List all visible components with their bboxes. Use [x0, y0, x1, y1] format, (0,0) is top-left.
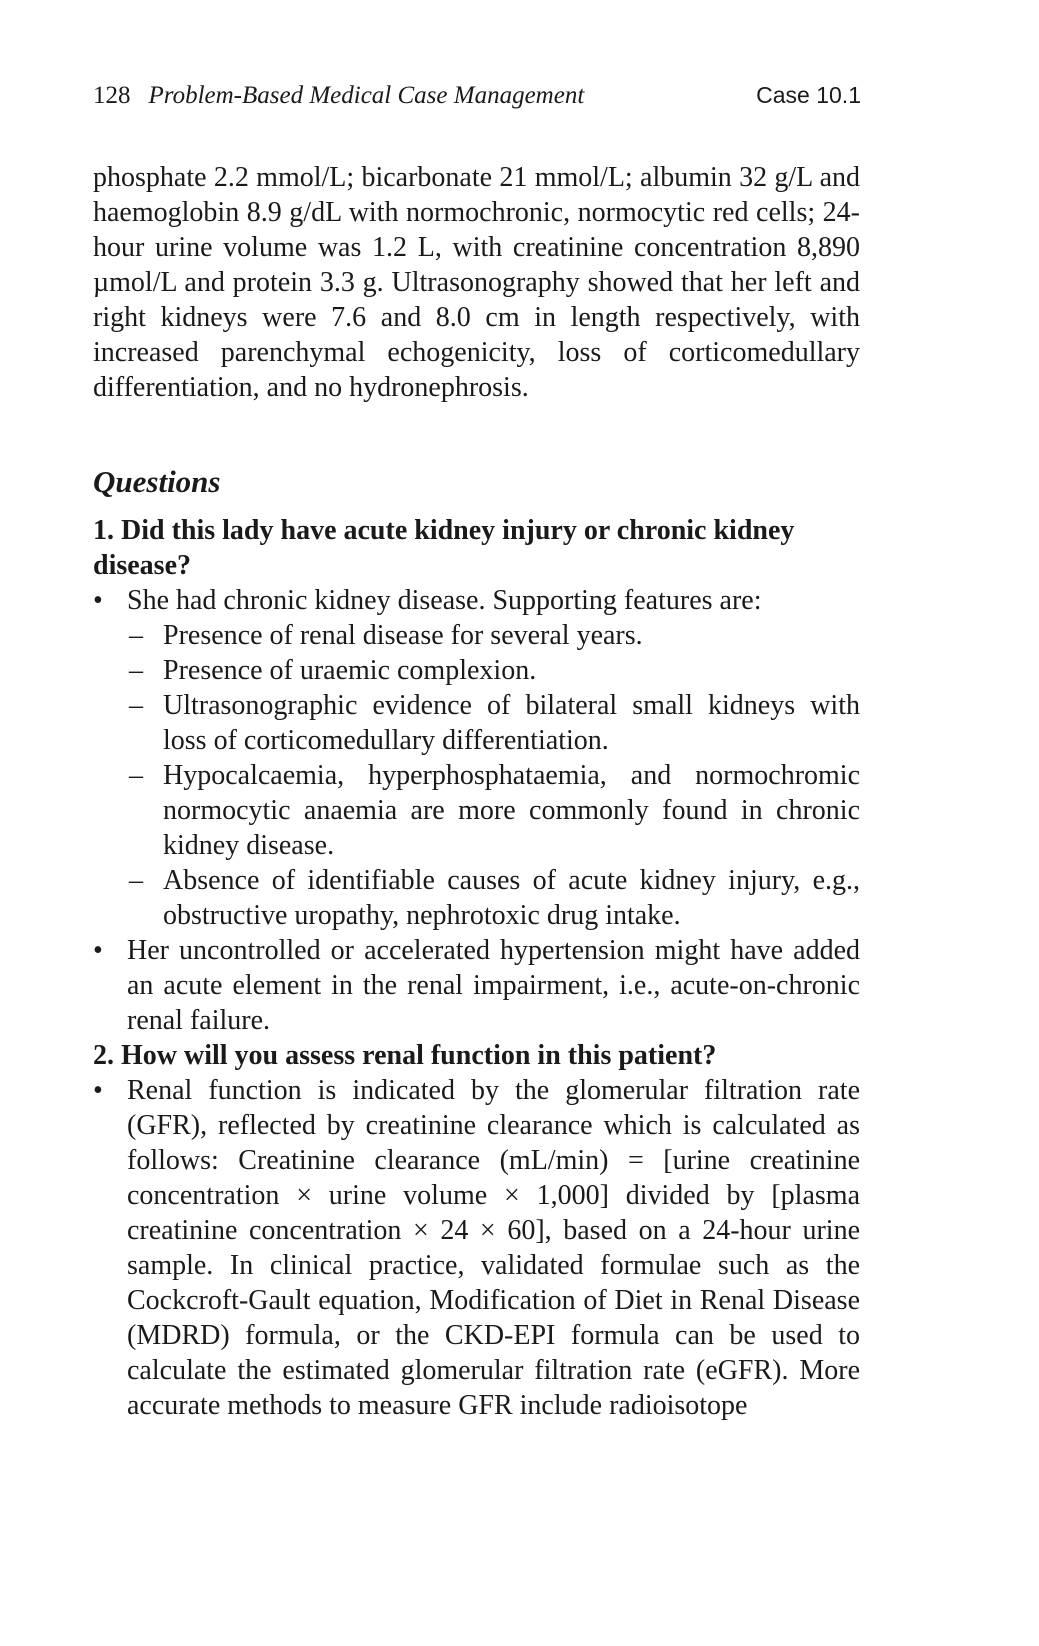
dash-text: Presence of renal disease for several years.	[163, 620, 643, 651]
running-header	[93, 82, 861, 110]
bullet-mark: •	[93, 935, 103, 966]
list-item	[93, 933, 860, 1038]
questions-heading: Questions	[93, 464, 221, 499]
page-body	[93, 160, 860, 1423]
intro-paragraph: phosphate 2.2 mmol/L; bicarbonate 21 mmol/L; albumin 32 g/L and haemoglobin 8.9 g/dL with normochronic, normocytic red cells; 24-hour urine volume was 1.2 L, with creatinine concentration 8,890 µmol/L and protein 3.3 g. Ultrasonography showed that her left and right kidneys were 7.6 and 8.0 cm in length respectively, with increased parenchymal echogenicity, loss of corticomedullary differentiation, and no hydronephrosis.	[93, 162, 860, 403]
list-item	[93, 1073, 860, 1423]
header-left	[93, 82, 584, 110]
dash-item	[93, 758, 860, 863]
question-1-number: 1.	[93, 515, 114, 546]
dash-item	[93, 618, 860, 653]
bullet-text: Renal function is indicated by the glomerular filtration rate (GFR), reflected by creatinine clearance which is calculated as follows: Creatinine clearance (mL/min) = [urine creatinine concentration × urine volume × 1,000] divided by [plasma creatinine concentration × 24 × 60], based on a 24-hour urine sample. In clinical practice, validated formulae such as the Cockcroft-Gault equation, Modification of Diet in Renal Disease (MDRD) formula, or the CKD-EPI formula can be used to calculate the estimated glomerular filtration rate (eGFR). More accurate methods to measure GFR include radioisotope	[127, 1075, 860, 1421]
dash-mark: –	[129, 620, 143, 651]
bullet-mark: •	[93, 1075, 103, 1106]
book-title: Problem-Based Medical Case Management	[148, 82, 585, 109]
question-1	[93, 513, 860, 583]
question-2-text: How will you assess renal function in this patient?	[121, 1040, 717, 1071]
dash-text: Hypocalcaemia, hyperphosphataemia, and normochromic normocytic anaemia are more commonly found in chronic kidney disease.	[163, 760, 860, 861]
dash-mark: –	[129, 690, 143, 721]
dash-text: Absence of identifiable causes of acute kidney injury, e.g., obstructive uropathy, nephrotoxic drug intake.	[163, 865, 860, 931]
dash-text: Ultrasonographic evidence of bilateral small kidneys with loss of corticomedullary differentiation.	[163, 690, 860, 756]
question-2-number: 2.	[93, 1040, 114, 1071]
dash-mark: –	[129, 760, 143, 791]
question-1-text: Did this lady have acute kidney injury or chronic kidney disease?	[93, 515, 795, 581]
bullet-text: Her uncontrolled or accelerated hypertension might have added an acute element in the renal impairment, i.e., acute-on-chronic renal failure.	[127, 935, 860, 1036]
dash-item	[93, 688, 860, 758]
dash-mark: –	[129, 655, 143, 686]
dash-text: Presence of uraemic complexion.	[163, 655, 537, 686]
page-number: 128	[93, 82, 131, 109]
list-item	[93, 583, 860, 618]
dash-item	[93, 653, 860, 688]
dash-mark: –	[129, 865, 143, 896]
question-2	[93, 1038, 860, 1073]
case-label: Case 10.1	[756, 82, 861, 108]
bullet-text: She had chronic kidney disease. Supporting features are:	[127, 585, 762, 616]
dash-item	[93, 863, 860, 933]
bullet-mark: •	[93, 585, 103, 616]
